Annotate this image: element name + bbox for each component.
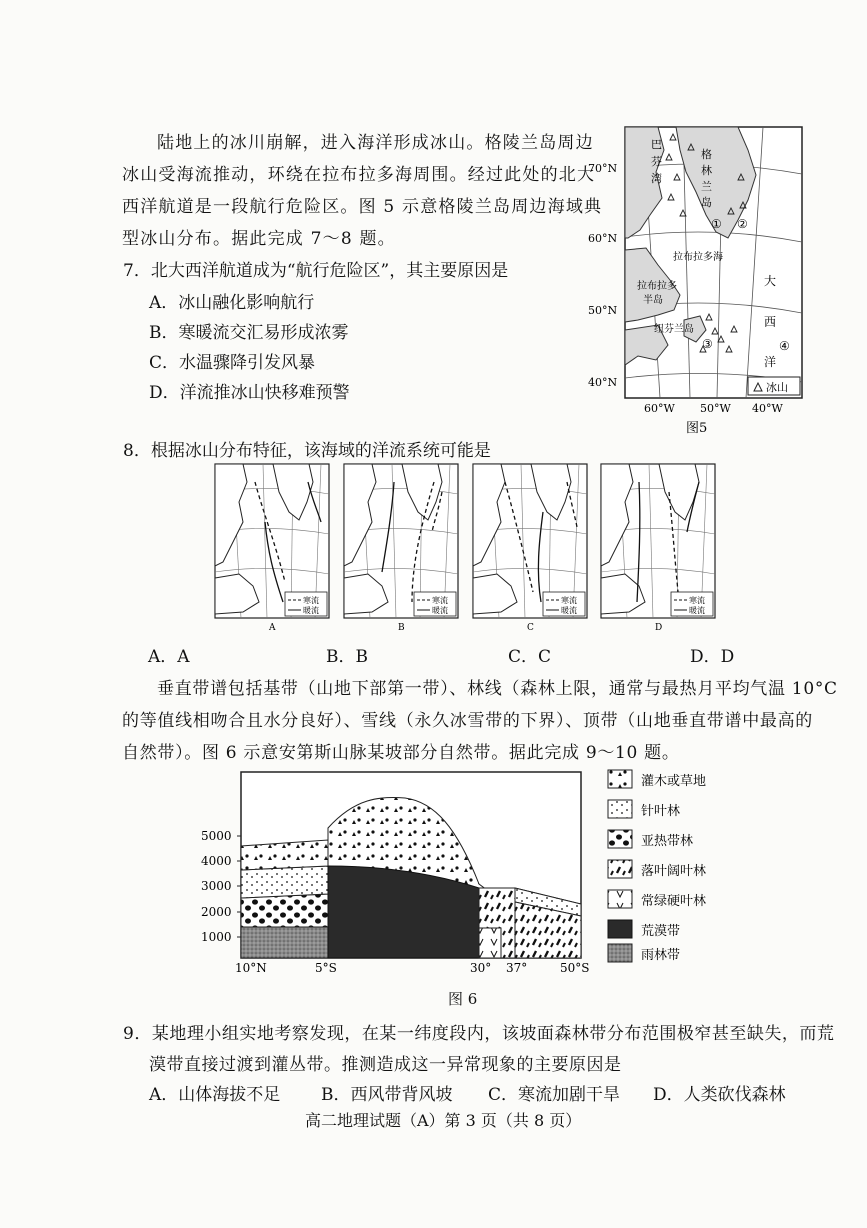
y-tick-2000: 2000 [201,905,232,919]
greenland-label-4: 岛 [701,196,712,209]
legend-swatch-rainforest [608,944,632,962]
left-subtropical [241,894,328,927]
q8-stem: 8．根据冰山分布特征，该海域的洋流系统可能是 [123,441,491,461]
intro1-line-3: 西洋航道是一段航行危险区。图 5 示意格陵兰岛周边海域典 [122,197,603,217]
intro1-line-1: 陆地上的冰川崩解，进入海洋形成冰山。格陵兰岛周边 [157,133,594,153]
lon-label-40: 40°W [752,402,783,415]
q7-option-b: B．寒暖流交汇易形成浓雾 [149,323,349,343]
y-tick-4000: 4000 [201,854,232,868]
marker-1: ① [711,217,722,231]
y-tick-5000: 5000 [201,829,232,843]
fig6-caption: 图 6 [448,990,478,1008]
figure-5-greenland-map [588,120,814,438]
y-tick-3000: 3000 [201,879,232,893]
newfoundland-label: 纽芬兰岛 [654,324,694,335]
intro2-line-2: 的等值线相吻合且水分良好）、雪线（永久冰雪带的下界）、顶带（山地垂直带谱中最高的 [122,711,813,731]
lon-label-50: 50°W [700,402,731,415]
labrador-peninsula-label-1: 拉布拉多 [637,281,677,292]
legend-swatch-shrub [608,770,632,788]
legend-cold-label: 寒流 [689,596,705,605]
q8-option-a: A．A [148,647,190,667]
x-tick-50s: 50°S [560,961,590,975]
fig5-caption: 图5 [686,421,708,436]
legend-cold-label: 寒流 [303,596,319,605]
fig6-legend [608,770,706,963]
legend-label-subtropical: 亚热带林 [641,834,694,849]
q8-map-a [213,462,331,634]
intro2-line-3: 自然带）。图 6 示意安第斯山脉某坡部分自然带。据此完成 9～10 题。 [122,743,680,763]
legend-swatch-subtropical [608,830,632,848]
legend-cold-label: 寒流 [561,596,577,605]
intro1-line-4: 型冰山分布。据此完成 7～8 题。 [122,229,396,249]
lat-label-70: 70°N [588,162,618,175]
legend-label-desert: 荒漠带 [641,924,681,939]
baffin-label-3: 湾 [651,172,662,185]
q8-option-c: C．C [508,647,552,667]
left-conifer [241,866,328,898]
legend-warm-label: 暖流 [561,606,577,615]
marker-3: ③ [702,337,713,351]
map-letter: C [527,623,534,633]
intro1-line-2: 冰山受海流推动，环绕在拉布拉多海周围。经过此处的北大 [122,165,596,185]
legend-swatch-desert [608,920,632,938]
legend-warm-label: 暖流 [432,606,448,615]
q7-option-c: C．水温骤降引发风暴 [149,353,316,373]
figure-6-vertical-zones [195,768,755,978]
greenland-label-2: 林 [701,164,712,177]
greenland-label-1: 格 [701,148,712,161]
greenland-label-3: 兰 [701,180,712,193]
atlantic-label-1: 大 [764,274,777,288]
baffin-label-2: 芬 [651,155,662,168]
legend-label-conifer: 针叶林 [641,804,681,819]
baffin-label-1: 巴 [651,138,662,151]
lon-label-60: 60°W [644,402,675,415]
atlantic-label-3: 洋 [764,355,777,369]
q7-option-a: A．冰山融化影响航行 [149,293,315,313]
lat-label-50: 50°N [588,304,618,317]
lat-label-60: 60°N [588,232,618,245]
legend-swatch-sclerophyll [608,890,632,908]
q9-stem-line-1: 9．某地理小组实地考察发现，在某一纬度段内，该坡面森林带分布范围极窄甚至缺失，而荒 [123,1024,835,1044]
q8-option-d: D．D [690,647,735,667]
q7-option-d: D．洋流推冰山快移难预警 [149,383,350,403]
legend-warm-label: 暖流 [303,606,319,615]
legend-label-shrub: 灌木或草地 [641,774,707,789]
q8-option-b: B．B [326,647,368,667]
legend-label-rainforest: 雨林带 [641,948,681,963]
labrador-peninsula-label-2: 半岛 [643,295,663,306]
map-letter: A [269,623,276,633]
q7-stem: 7．北大西洋航道成为“航行危险区”，其主要原因是 [123,261,509,281]
right-sclerophyll [479,928,501,958]
q8-map-c [471,462,589,634]
q9-option-d: D．人类砍伐森林 [653,1085,786,1105]
fig5-legend-label: 冰山 [766,381,788,394]
left-rainforest [241,927,328,958]
x-tick-37: 37° [506,961,528,975]
q9-option-b: B．西风带背风坡 [321,1085,453,1105]
map-letter: B [398,623,405,633]
atlantic-label-2: 西 [764,315,777,329]
legend-swatch-deciduous [608,860,632,878]
legend-warm-label: 暖流 [689,606,705,615]
x-tick-10n: 10°N [235,961,267,975]
labrador-sea-label: 拉布拉多海 [673,252,723,263]
q8-map-b [342,462,460,634]
q8-map-d [599,462,717,634]
lat-label-40: 40°N [588,376,618,389]
legend-label-sclerophyll: 常绿硬叶林 [641,894,707,909]
q9-option-a: A．山体海拔不足 [149,1085,281,1105]
map-letter: D [655,623,663,633]
page-footer: 高二地理试题（A）第 3 页（共 8 页） [305,1111,582,1130]
x-tick-5s: 5°S [315,961,337,975]
x-tick-30: 30° [470,961,492,975]
q9-stem-line-2: 漠带直接过渡到灌丛带。推测造成这一异常现象的主要原因是 [149,1055,622,1075]
legend-label-deciduous: 落叶阔叶林 [641,864,707,879]
q9-option-c: C．寒流加剧干旱 [488,1085,621,1105]
legend-cold-label: 寒流 [432,596,448,605]
legend-swatch-conifer [608,800,632,818]
marker-4: ④ [779,339,790,353]
y-tick-1000: 1000 [201,930,232,944]
intro2-line-1: 垂直带谱包括基带（山地下部第一带）、林线（森林上限，通常与最热月平均气温 10°C [157,679,838,699]
marker-2: ② [737,217,748,231]
